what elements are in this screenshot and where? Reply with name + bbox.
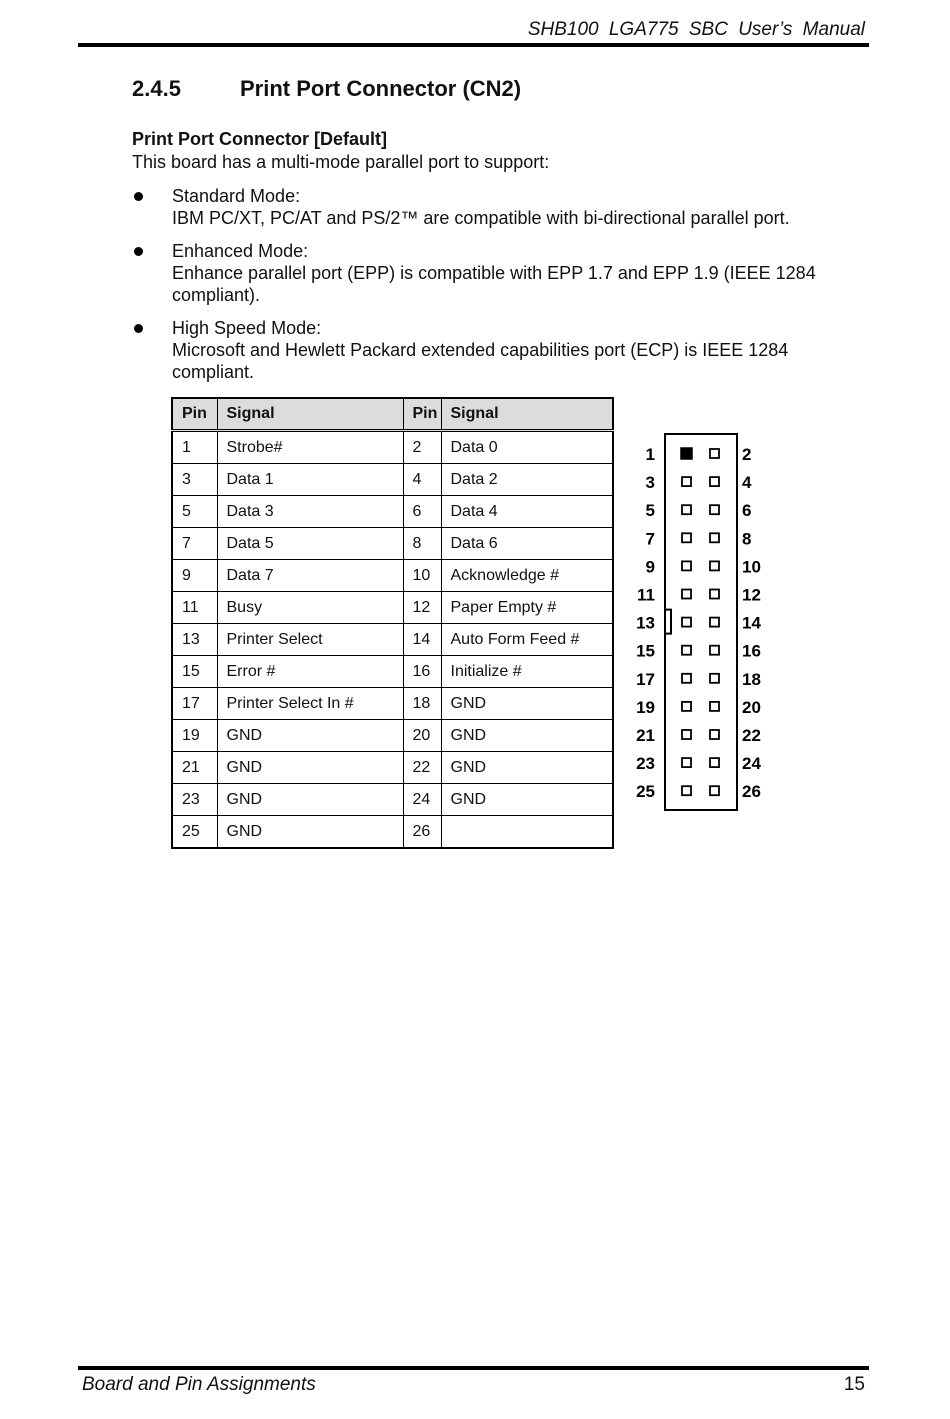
table-row (172, 656, 613, 688)
mode-title: Enhanced Mode: (172, 241, 309, 261)
pin-square (710, 590, 719, 599)
pin-number: 16 (403, 656, 441, 688)
pin-label-right: 14 (742, 613, 761, 633)
table-row (172, 560, 613, 592)
pin-number: 4 (403, 464, 441, 496)
pin-square (682, 674, 691, 683)
pin-label-left: 13 (636, 613, 655, 633)
pin-label-right: 22 (742, 726, 761, 745)
mode-item (132, 185, 852, 229)
signal-name: Error # (217, 656, 403, 688)
pin-number: 17 (172, 688, 217, 720)
pin-square (682, 561, 691, 570)
mode-description: IBM PC/XT, PC/AT and PS/2™ are compatible with bi-directional parallel port. (172, 208, 790, 228)
signal-name: GND (441, 720, 613, 752)
signal-name: Acknowledge # (441, 560, 613, 592)
pin-label-left: 9 (645, 557, 655, 577)
pin-number: 11 (172, 592, 217, 624)
mode-title: Standard Mode: (172, 186, 301, 206)
pin-label-right: 2 (742, 445, 752, 464)
pin-square (710, 730, 719, 739)
pin-label-left: 25 (636, 782, 655, 802)
pin-label-left: 11 (637, 585, 655, 605)
pin-label-left: 1 (645, 445, 655, 464)
pin-label-left: 21 (636, 726, 655, 745)
pin-label-right: 16 (742, 641, 761, 661)
footer-section: Board and Pin Assignments (82, 1374, 316, 1395)
pin-number: 15 (172, 656, 217, 688)
pin1-marker (681, 448, 692, 459)
pin-number: 22 (403, 752, 441, 784)
signal-name: GND (441, 752, 613, 784)
pin-number: 10 (403, 560, 441, 592)
pin-square (682, 786, 691, 795)
signal-name: Strobe# (217, 431, 403, 464)
pin-label-right: 10 (742, 557, 761, 577)
pin-number: 3 (172, 464, 217, 496)
pin-square (710, 449, 719, 458)
signal-name: GND (217, 720, 403, 752)
table-header-row (172, 398, 613, 431)
pin-label-left: 5 (645, 501, 655, 521)
pin-label-right: 4 (742, 473, 752, 493)
pin-label-left: 19 (636, 697, 655, 717)
signal-name: Data 4 (441, 496, 613, 528)
bullet (134, 324, 143, 333)
pin-number: 2 (403, 431, 441, 464)
signal-name: Data 0 (441, 431, 613, 464)
table-row (172, 720, 613, 752)
pin-square (710, 674, 719, 683)
pin-square (710, 505, 719, 514)
running-header: SHB100 LGA775 SBC User’s Manual (527, 19, 865, 40)
table-row (172, 688, 613, 720)
pin-number: 21 (172, 752, 217, 784)
pin-label-right: 8 (742, 529, 752, 549)
connector-diagram (625, 432, 775, 817)
pin-square (710, 533, 719, 542)
table-row (172, 816, 613, 849)
pin-number: 8 (403, 528, 441, 560)
pin-label-left: 7 (645, 529, 655, 549)
pin-number: 26 (403, 816, 441, 849)
pin-number: 25 (172, 816, 217, 849)
signal-name: Data 1 (217, 464, 403, 496)
pin-number: 14 (403, 624, 441, 656)
pin-label-left: 3 (645, 473, 655, 493)
signal-name: GND (217, 816, 403, 849)
pin-label-left: 17 (636, 669, 655, 689)
pin-square (682, 646, 691, 655)
pin-square (682, 590, 691, 599)
table-row (172, 496, 613, 528)
pin-number: 12 (403, 592, 441, 624)
pin-number: 24 (403, 784, 441, 816)
signal-name: Printer Select In # (217, 688, 403, 720)
pin-square (682, 533, 691, 542)
pin-square (682, 618, 691, 627)
pin-number: 9 (172, 560, 217, 592)
pin-number: 23 (172, 784, 217, 816)
table-row (172, 752, 613, 784)
signal-name: Paper Empty # (441, 592, 613, 624)
signal-name: Busy (217, 592, 403, 624)
section-title: Print Port Connector (CN2) (240, 76, 522, 101)
mode-title: High Speed Mode: (172, 318, 322, 338)
section-number: 2.4.5 (132, 76, 181, 101)
signal-name: Initialize # (441, 656, 613, 688)
signal-name: Data 5 (217, 528, 403, 560)
pin-square (710, 561, 719, 570)
signal-name: Data 3 (217, 496, 403, 528)
mode-item (132, 240, 852, 306)
pin-square (682, 505, 691, 514)
pin-label-right: 26 (742, 782, 761, 802)
signal-name (441, 816, 613, 849)
pin-number: 7 (172, 528, 217, 560)
pin-square (710, 702, 719, 711)
pin-square (710, 758, 719, 767)
signal-name: Data 6 (441, 528, 613, 560)
table-row (172, 784, 613, 816)
pin-square (710, 646, 719, 655)
signal-name: Data 2 (441, 464, 613, 496)
mode-description: Enhance parallel port (EPP) is compatible with EPP 1.7 and EPP 1.9 (IEEE 1284 compliant). (172, 263, 816, 305)
intro-text: This board has a multi-mode parallel port to support: (132, 152, 550, 172)
pin-square (682, 702, 691, 711)
header-rule (78, 43, 869, 47)
signal-name: GND (441, 784, 613, 816)
pin-square (682, 730, 691, 739)
table-row (172, 528, 613, 560)
pin-number: 1 (172, 431, 217, 464)
table-row (172, 624, 613, 656)
pin-square (710, 618, 719, 627)
table-row (172, 431, 613, 464)
pin-square (682, 477, 691, 486)
footer-rule (78, 1366, 869, 1370)
header-signal: Signal (441, 398, 613, 431)
mode-item (132, 317, 852, 383)
connector-body (665, 434, 737, 810)
bullet (134, 247, 143, 256)
table-row (172, 464, 613, 496)
pin-square (710, 786, 719, 795)
signal-name: GND (217, 784, 403, 816)
signal-name: Data 7 (217, 560, 403, 592)
pin-label-right: 12 (742, 585, 761, 605)
pin-label-left: 15 (636, 641, 655, 661)
pin-number: 20 (403, 720, 441, 752)
sub-heading: Print Port Connector [Default] (132, 129, 387, 149)
signal-name: Auto Form Feed # (441, 624, 613, 656)
pin-number: 18 (403, 688, 441, 720)
pin-label-right: 20 (742, 697, 761, 717)
pin-label-right: 18 (742, 669, 761, 689)
mode-description: Microsoft and Hewlett Packard extended capabilities port (ECP) is IEEE 1284 compliant. (172, 340, 789, 382)
signal-name: GND (217, 752, 403, 784)
pin-label-right: 24 (742, 754, 761, 774)
pin-square (710, 477, 719, 486)
signal-name: GND (441, 688, 613, 720)
mode-list (132, 185, 852, 394)
pin-assignment-table (171, 397, 614, 849)
pin-square (682, 758, 691, 767)
section-heading (132, 76, 521, 102)
bullet (134, 192, 143, 201)
pin-label-left: 23 (636, 754, 655, 774)
page-number: 15 (843, 1374, 865, 1395)
header-pin: Pin (403, 398, 441, 431)
header-signal: Signal (217, 398, 403, 431)
pin-number: 5 (172, 496, 217, 528)
signal-name: Printer Select (217, 624, 403, 656)
pin-number: 19 (172, 720, 217, 752)
table-row (172, 592, 613, 624)
pin-number: 13 (172, 624, 217, 656)
header-pin: Pin (172, 398, 217, 431)
pin-label-right: 6 (742, 501, 752, 521)
pin-number: 6 (403, 496, 441, 528)
